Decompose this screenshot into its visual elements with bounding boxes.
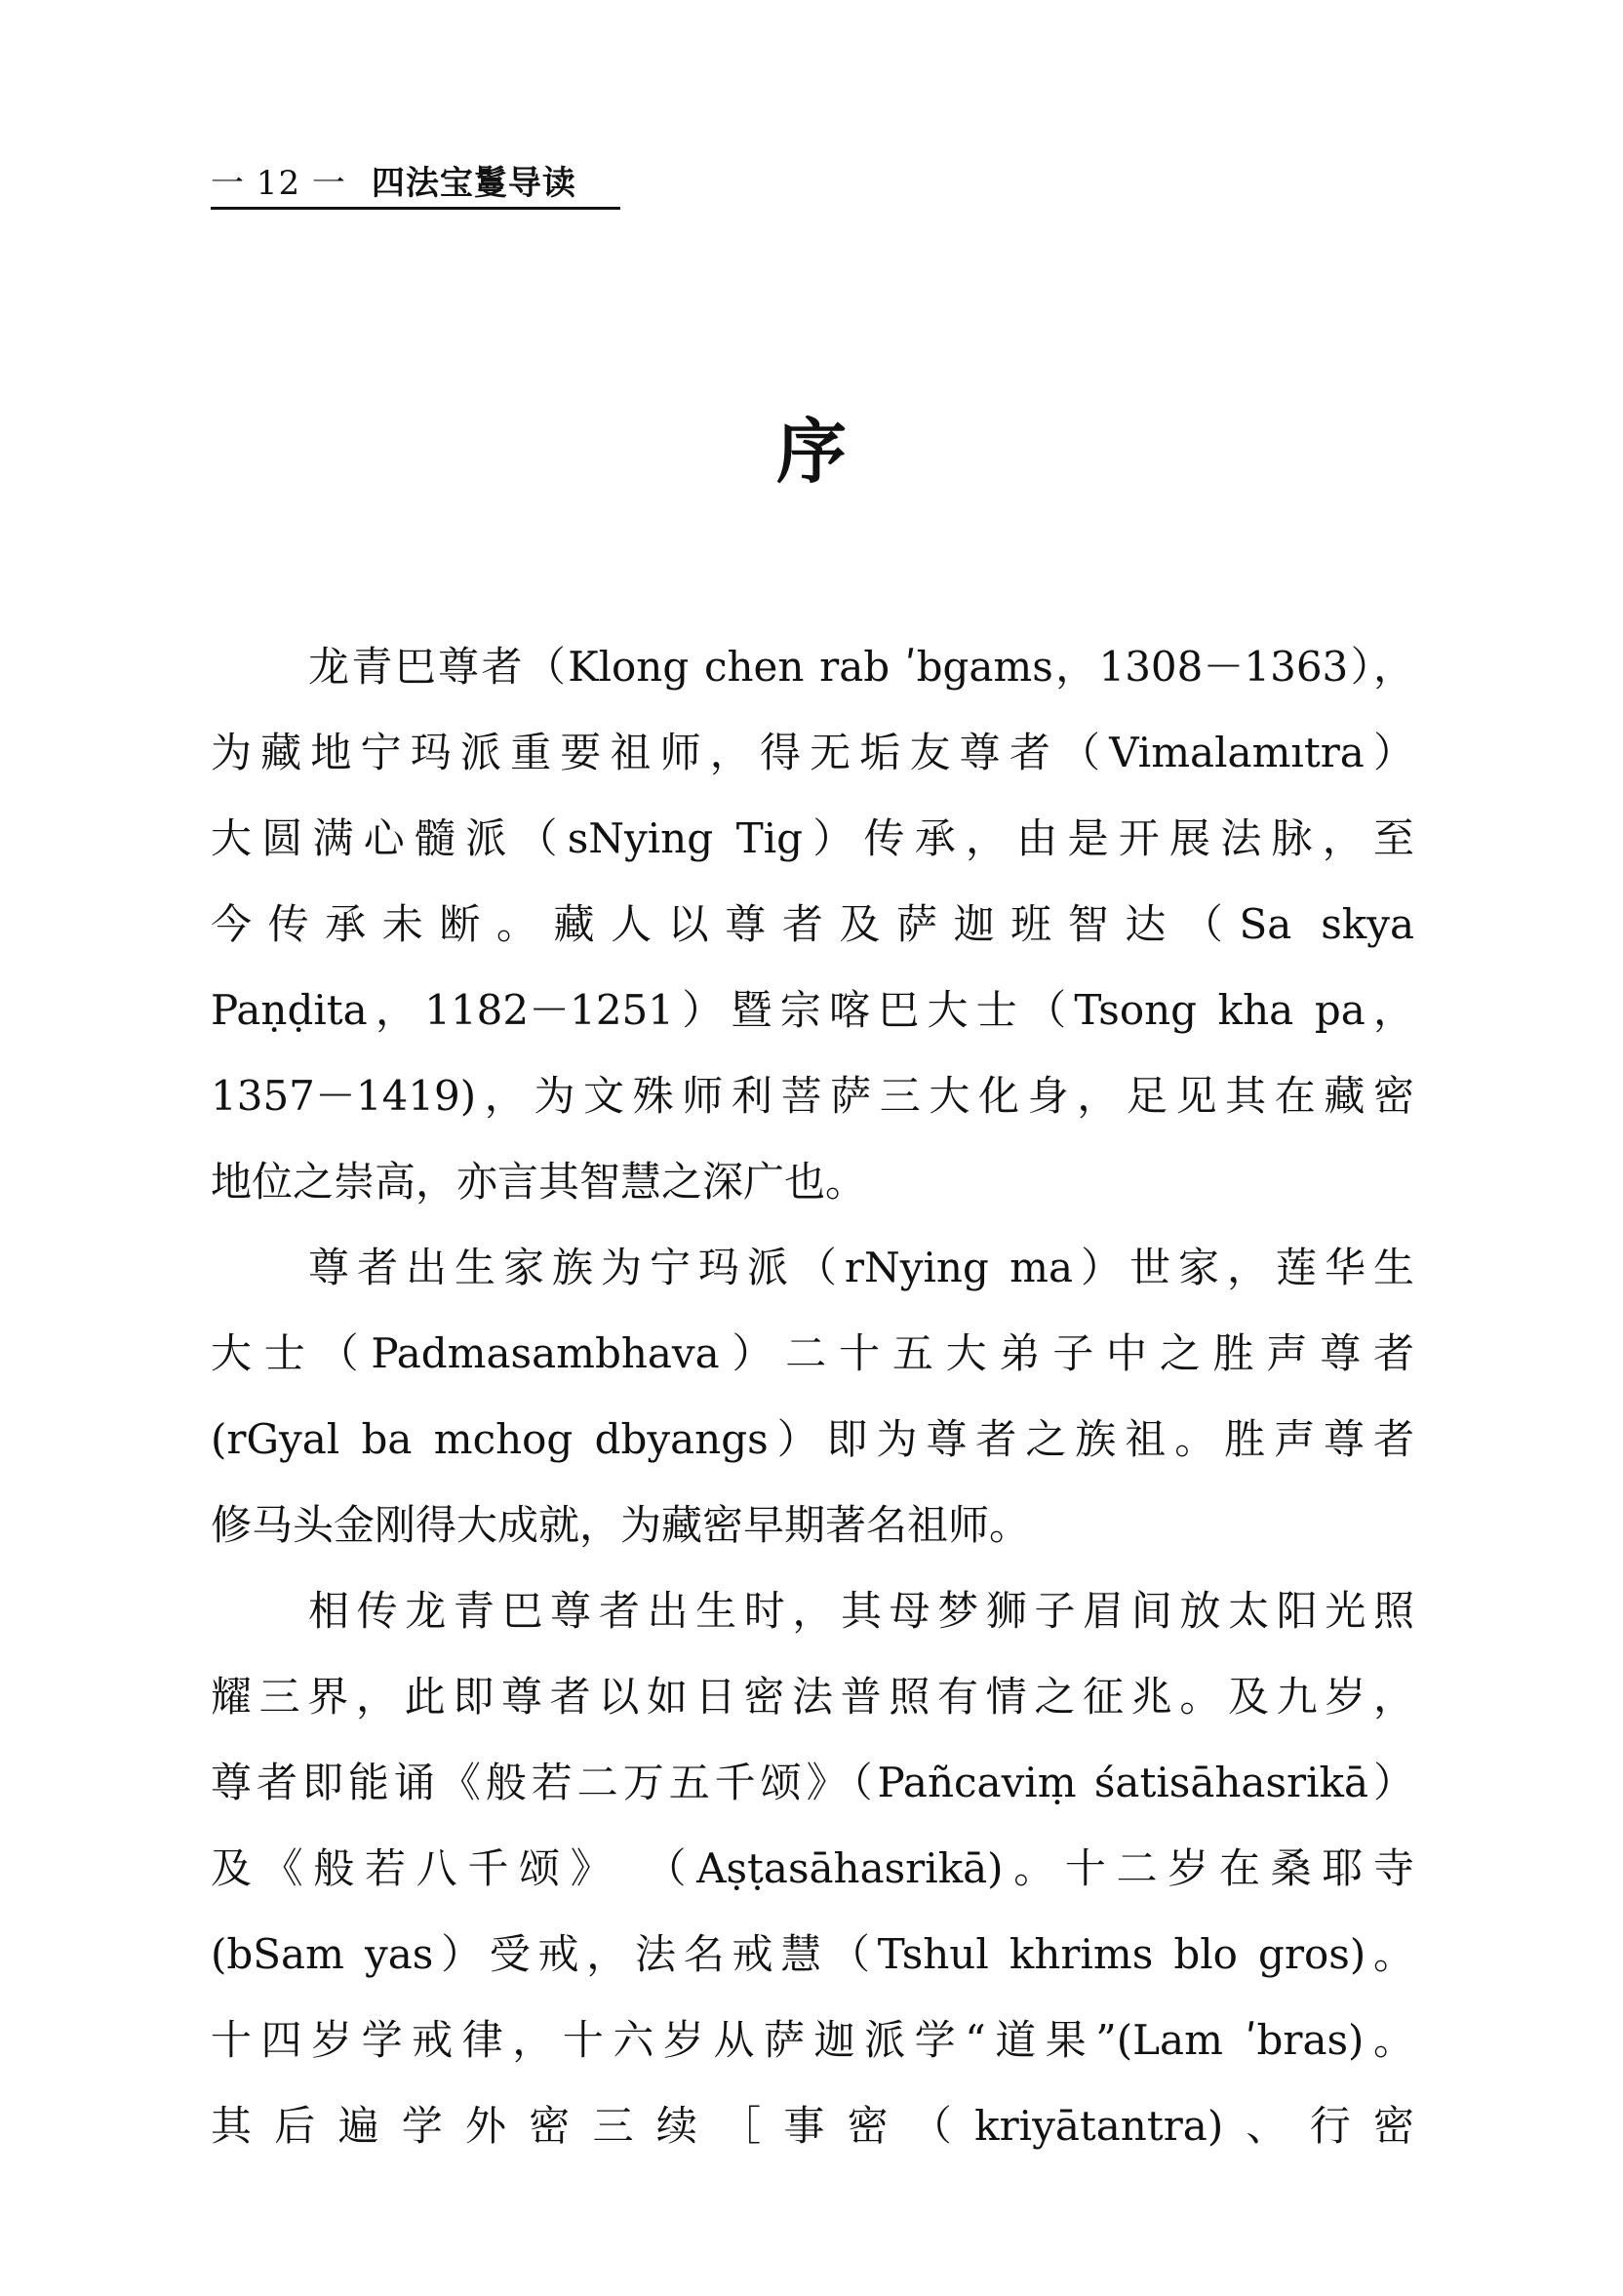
running-header [211, 152, 620, 210]
text-line: 耀三界，此即尊者以如日密法普照有情之征兆。及九岁， [211, 1673, 1414, 1721]
text-line: 大圆满心髓派（sNying Tig）传承，由是开展法脉，至 [211, 814, 1414, 862]
text-line: 十四岁学戒律，十六岁从萨迦派学“道果”(Lam ʹbras)。 [211, 2016, 1414, 2064]
text-line: 今传承未断。藏人以尊者及萨迦班智达（Sa skya [211, 900, 1414, 948]
body-text [211, 624, 1414, 2169]
text-line: 地位之崇高，亦言其智慧之深广也。 [211, 1158, 867, 1206]
text-line: (rGyal ba mchog dbyangs）即为尊者之族祖。胜声尊者 [211, 1415, 1414, 1463]
text-line: 其后遍学外密三续［事密（kriyātantra)、行密 [211, 2102, 1414, 2150]
text-line: 龙青巴尊者（Klong chen rab ʹbgams，1308－1363）， [308, 643, 1414, 691]
text-line: 尊者即能诵《般若二万五千颂》（Pañcaviṃ śatisāhasrikā） [211, 1759, 1414, 1806]
text-line: 及《般若八千颂》 （Aṣṭasāhasrikā)。十二岁在桑耶寺 [211, 1844, 1414, 1892]
text-line: 修马头金刚得大成就，为藏密早期著名祖师。 [211, 1501, 1031, 1549]
text-line: 为藏地宁玛派重要祖师，得无垢友尊者（Vimalamıtra） [211, 729, 1414, 776]
text-line: 大士（Padmasambhava）二十五大弟子中之胜声尊者 [211, 1329, 1414, 1377]
text-line: (bSam yas）受戒，法名戒慧（Tshul khrims blo gros)。 [211, 1930, 1414, 1978]
text-line: Paṇḍita，1182－1251）暨宗喀巴大士（Tsong kha pa， [211, 986, 1414, 1034]
text-line: 尊者出生家族为宁玛派（rNying ma）世家，莲华生 [308, 1244, 1414, 1291]
text-line: 相传龙青巴尊者出生时，其母梦狮子眉间放太阳光照 [308, 1587, 1414, 1635]
text-line: 1357－1419)，为文殊师利菩萨三大化身，足见其在藏密 [211, 1072, 1414, 1120]
chapter-title: 序 [775, 411, 847, 493]
book-title: 四法宝鬘导读 [371, 163, 576, 203]
page-number: 一 12 一 [211, 163, 346, 203]
